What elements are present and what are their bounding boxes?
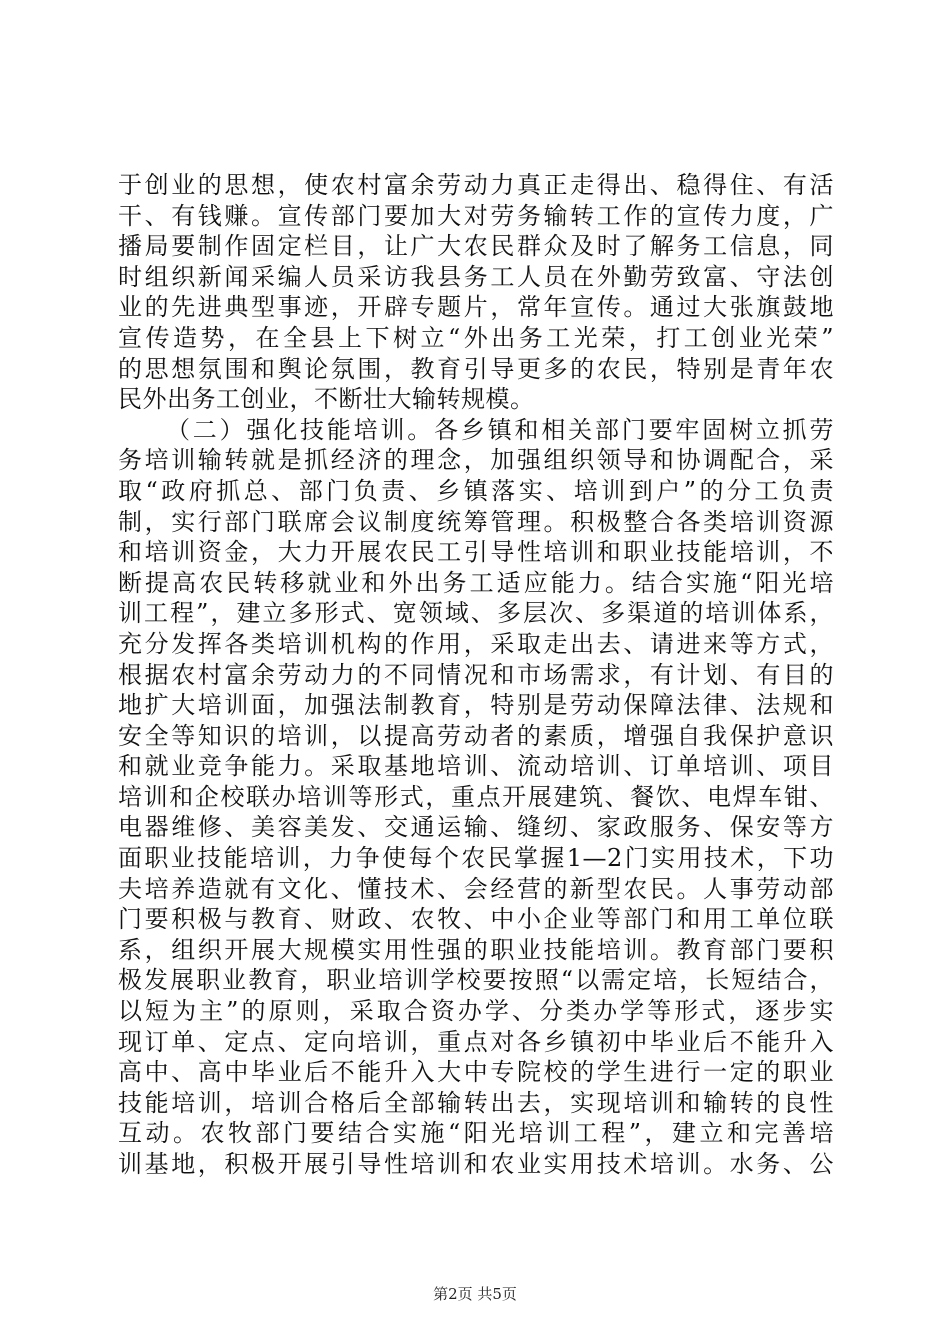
text-line: 和培训资金，大力开展农民工引导性培训和职业技能培训，不 — [118, 538, 834, 567]
text-line: 培训和企校联办培训等形式，重点开展建筑、餐饮、电焊车钳、 — [118, 782, 834, 811]
text-line: 地扩大培训面，加强法制教育，特别是劳动保障法律、法规和 — [118, 691, 834, 720]
text-line: 训基地，积极开展引导性培训和农业实用技术培训。水务、公 — [118, 1150, 834, 1178]
text-line: 于创业的思想，使农村富余劳动力真正走得出、稳得住、有活 — [118, 171, 834, 199]
body-text — [118, 170, 834, 1180]
text-line: 现订单、定点、定向培训，重点对各乡镇初中毕业后不能升入 — [118, 1027, 834, 1056]
text-line: 训工程”，建立多形式、宽领域、多层次、多渠道的培训体系， — [118, 599, 834, 628]
text-line: 高中、高中毕业后不能升入大中专院校的学生进行一定的职业 — [118, 1058, 834, 1087]
page-number-footer: 第2页 共5页 — [433, 1285, 517, 1303]
text-line: 安全等知识的培训，以提高劳动者的素质，增强自我保护意识 — [118, 721, 834, 750]
text-line: 制，实行部门联席会议制度统筹管理。积极整合各类培训资源 — [118, 507, 834, 536]
text-line: 极发展职业教育，职业培训学校要按照“以需定培，长短结合， — [118, 966, 834, 995]
text-line: 播局要制作固定栏目，让广大农民群众及时了解务工信息，同 — [118, 232, 834, 261]
text-line: 面职业技能培训，力争使每个农民掌握1—2门实用技术，下功 — [118, 844, 834, 873]
text-line: 充分发挥各类培训机构的作用，采取走出去、请进来等方式， — [118, 629, 834, 658]
text-line: 以短为主”的原则，采取合资办学、分类办学等形式，逐步实 — [118, 997, 834, 1026]
text-line: 干、有钱赚。宣传部门要加大对劳务输转工作的宣传力度，广 — [118, 201, 834, 230]
text-line: 业的先进典型事迹，开辟专题片，常年宣传。通过大张旗鼓地 — [118, 293, 834, 322]
text-line: 时组织新闻采编人员采访我县务工人员在外勤劳致富、守法创 — [118, 262, 834, 291]
text-line-paragraph-end: 民外出务工创业，不断壮大输转规模。 — [118, 385, 535, 414]
text-line: 根据农村富余劳动力的不同情况和市场需求，有计划、有目的 — [118, 660, 834, 689]
text-line: 务培训输转就是抓经济的理念，加强组织领导和协调配合，采 — [118, 446, 834, 475]
text-line-paragraph-start: （二）强化技能培训。各乡镇和相关部门要牢固树立抓劳 — [166, 415, 834, 444]
text-line: 电器维修、美容美发、交通运输、缝纫、家政服务、保安等方 — [118, 813, 834, 842]
text-line: 互动。农牧部门要结合实施“阳光培训工程”，建立和完善培 — [118, 1119, 834, 1148]
text-line: 宣传造势，在全县上下树立“外出务工光荣，打工创业光荣” — [118, 323, 834, 352]
text-line: 断提高农民转移就业和外出务工适应能力。结合实施“阳光培 — [118, 568, 834, 597]
text-line: 门要积极与教育、财政、农牧、中小企业等部门和用工单位联 — [118, 905, 834, 934]
text-line: 的思想氛围和舆论氛围，教育引导更多的农民，特别是青年农 — [118, 354, 834, 383]
text-line: 取“政府抓总、部门负责、乡镇落实、培训到户”的分工负责 — [118, 476, 834, 505]
text-line: 系，组织开展大规模实用性强的职业技能培训。教育部门要积 — [118, 935, 834, 964]
text-line: 夫培养造就有文化、懂技术、会经营的新型农民。人事劳动部 — [118, 874, 834, 903]
text-line: 和就业竞争能力。采取基地培训、流动培训、订单培训、项目 — [118, 752, 834, 781]
text-line: 技能培训，培训合格后全部输转出去，实现培训和输转的良性 — [118, 1088, 834, 1117]
